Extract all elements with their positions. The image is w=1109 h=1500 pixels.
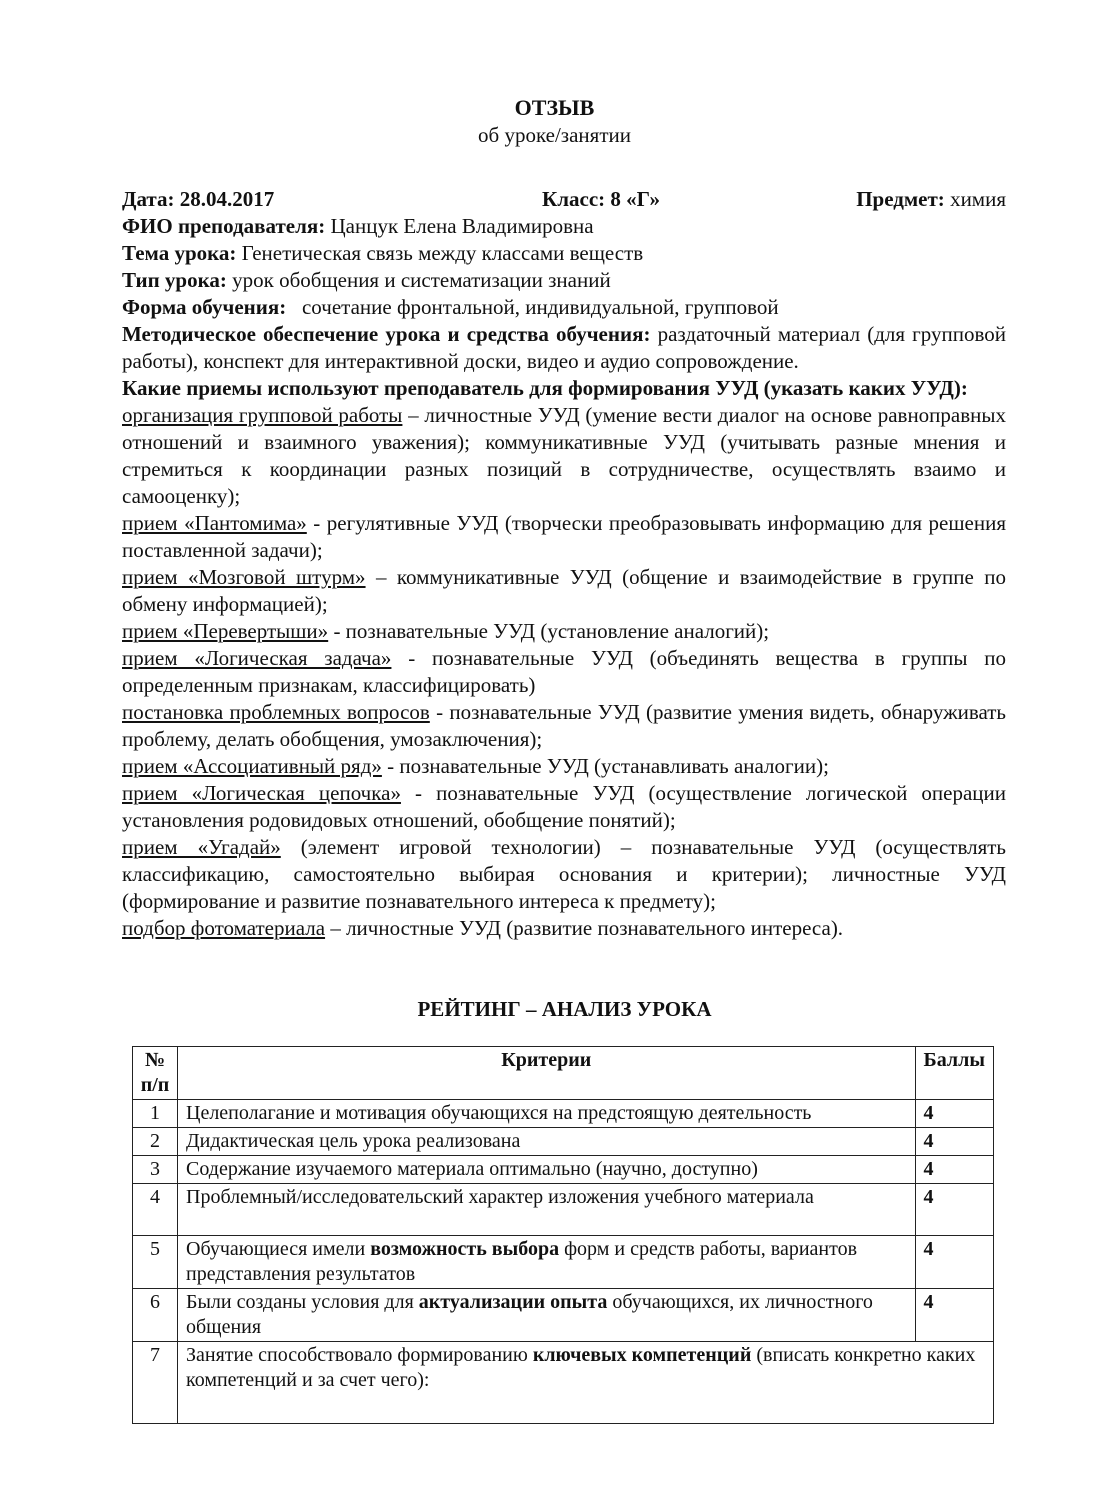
technique-item: прием «Угадай» (элемент игровой технологии) – познавательные УУД (осуществлять классификацию, самостоятельно выбирая основания и критерии); личностные УУД (формирование и развитие познавательного интереса к предмету); <box>122 835 1006 913</box>
technique-item: прием «Логическая задача» - познавательные УУД (объединять вещества в группы по определенным признакам, классифицировать) <box>122 646 1006 697</box>
row-num: 5 <box>133 1236 178 1289</box>
date-field: Дата: 28.04.2017 <box>122 187 275 211</box>
review-body <box>122 213 1006 942</box>
row-score: 4 <box>915 1289 993 1342</box>
type-line: Тип урока: урок обобщения и систематизации знаний <box>122 268 611 292</box>
technique-item: прием «Мозговой штурм» – коммуникативные УУД (общение и взаимодействие в группе по обмену информацией); <box>122 565 1006 616</box>
methods-line: Методическое обеспечение урока и средства обучения: раздаточный материал (для групповой работы), конспект для интерактивной доски, видео и аудио сопровождение. <box>122 322 1006 373</box>
subject-field: Предмет: химия <box>856 187 1006 211</box>
form-line: Форма обучения: сочетание фронтальной, индивидуальной, групповой <box>122 295 779 319</box>
row-criteria: Содержание изучаемого материала оптимально (научно, доступно) <box>178 1156 916 1184</box>
table-row <box>133 1289 994 1342</box>
row-score: 4 <box>915 1100 993 1128</box>
row-num: 2 <box>133 1128 178 1156</box>
row-criteria: Целеполагание и мотивация обучающихся на предстоящую деятельность <box>178 1100 916 1128</box>
header-score: Баллы <box>915 1047 993 1100</box>
header-num: № п/п <box>133 1047 178 1100</box>
technique-item: прием «Логическая цепочка» - познавательные УУД (осуществление логической операции установления родовидовых отношений, обобщение понятий); <box>122 781 1006 832</box>
document-subtitle: об уроке/занятии <box>478 123 631 147</box>
table-row <box>133 1342 994 1424</box>
rating-table <box>132 1046 994 1424</box>
row-num: 6 <box>133 1289 178 1342</box>
technique-item: прием «Ассоциативный ряд» - познавательные УУД (устанавливать аналогии); <box>122 754 829 778</box>
rating-title: РЕЙТИНГ – АНАЛИЗ УРОКА <box>417 997 712 1021</box>
table-row <box>133 1156 994 1184</box>
technique-item: прием «Пантомима» - регулятивные УУД (творчески преобразовывать информацию для решения поставленной задачи); <box>122 511 1006 562</box>
techniques-heading: Какие приемы используют преподаватель для формирования УУД (указать каких УУД): <box>122 376 968 400</box>
table-header-row <box>133 1047 994 1100</box>
table-row <box>133 1100 994 1128</box>
technique-item: подбор фотоматериала – личностные УУД (развитие познавательного интереса). <box>122 916 844 940</box>
technique-item: постановка проблемных вопросов - познавательные УУД (развитие умения видеть, обнаруживать проблему, делать обобщения, умозаключения); <box>122 700 1007 751</box>
row-score: 4 <box>915 1128 993 1156</box>
row-score: 4 <box>915 1236 993 1289</box>
row-criteria: Обучающиеся имели возможность выбора форм и средств работы, вариантов представления результатов <box>178 1236 916 1289</box>
class-field: Класс: 8 «Г» <box>542 187 660 211</box>
table-row <box>133 1236 994 1289</box>
technique-item: прием «Перевертыши» - познавательные УУД (установление аналогий); <box>122 619 770 643</box>
meta-row <box>122 186 1006 213</box>
row-score: 4 <box>915 1184 993 1236</box>
document-title: ОТЗЫВ <box>514 95 595 120</box>
row-num: 1 <box>133 1100 178 1128</box>
table-row <box>133 1184 994 1236</box>
row-num: 7 <box>133 1342 178 1424</box>
row-score: 4 <box>915 1156 993 1184</box>
technique-item: организация групповой работы – личностные УУД (умение вести диалог на основе равноправных отношений и взаимного уважения); коммуникативные УУД (учитывать разные мнения и стремиться к координации разных позиций в сотрудничестве, осуществлять взаимо и самооценку); <box>122 403 1007 508</box>
row-num: 3 <box>133 1156 178 1184</box>
row-num: 4 <box>133 1184 178 1236</box>
header-criteria: Критерии <box>178 1047 916 1100</box>
row-criteria: Занятие способствовало формированию ключевых компетенций (вписать конкретно каких компетенций и за счет чего): <box>178 1342 994 1424</box>
row-criteria: Были созданы условия для актуализации опыта обучающихся, их личностного общения <box>178 1289 916 1342</box>
topic-line: Тема урока: Генетическая связь между классами веществ <box>122 241 644 265</box>
row-criteria: Проблемный/исследовательский характер изложения учебного материала <box>178 1184 916 1236</box>
row-criteria: Дидактическая цель урока реализована <box>178 1128 916 1156</box>
teacher-line: ФИО преподавателя: Цанцук Елена Владимировна <box>122 214 594 238</box>
table-row <box>133 1128 994 1156</box>
